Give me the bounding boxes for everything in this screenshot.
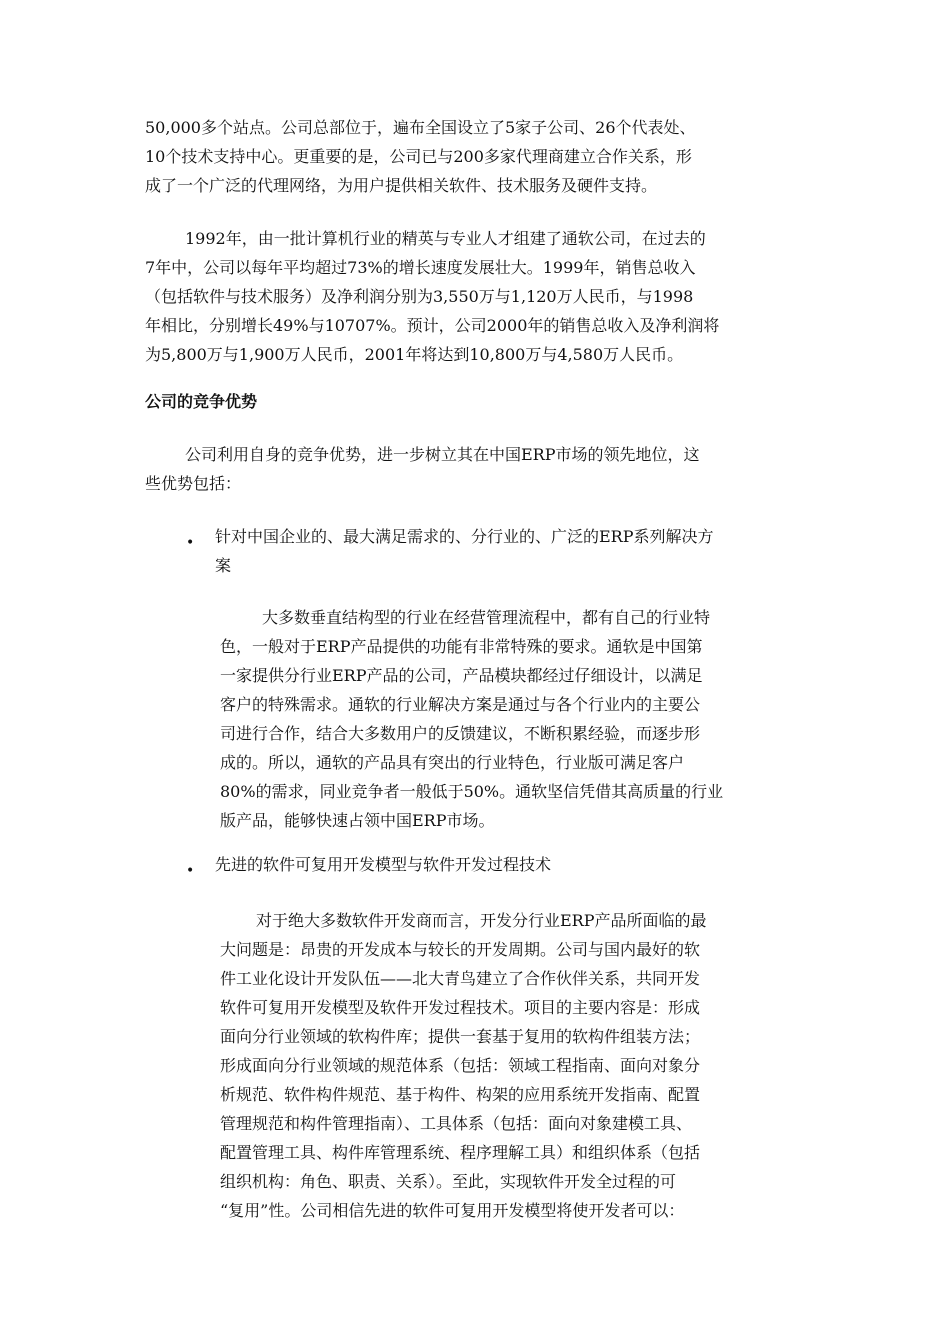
- section-heading: 公司的竞争优势: [145, 392, 258, 411]
- text-line: 1992年，由一批计算机行业的精英与专业人才组建了通软公司，在过去的: [185, 229, 706, 248]
- text-line: 面向分行业领域的软构件库；提供一套基于复用的软构件组装方法；: [220, 1027, 701, 1046]
- text-line: 些优势包括：: [145, 474, 242, 493]
- bullet-item-reuse-model: [215, 850, 551, 879]
- text-line: 50,000多个站点。公司总部位于，遍布全国设立了5家子公司、26个代表处、: [145, 118, 696, 137]
- text-line: 80%的需求，同业竞争者一般低于50%。通软坚信凭借其高质量的行业: [220, 782, 724, 801]
- text-line: 件工业化设计开发队伍——北大青鸟建立了合作伙伴关系，共同开发: [220, 969, 701, 988]
- paragraph-company-network: [145, 113, 696, 200]
- paragraph-intro: [145, 440, 700, 498]
- text-line: 司进行合作，结合大多数用户的反馈建议，不断积累经验，而逐步形: [220, 724, 701, 743]
- text-line: 7年中，公司以每年平均超过73%的增长速度发展壮大。1999年，销售总收入: [145, 258, 696, 277]
- text-line: 客户的特殊需求。通软的行业解决方案是通过与各个行业内的主要公: [220, 695, 701, 714]
- paragraph-industry-solutions: [220, 603, 723, 835]
- text-line: 针对中国企业的、最大满足需求的、分行业的、广泛的ERP系列解决方: [215, 527, 714, 546]
- text-line: 对于绝大多数软件开发商而言，开发分行业ERP产品所面临的最: [256, 911, 707, 930]
- text-line: 成了一个广泛的代理网络，为用户提供相关软件、技术服务及硬件支持。: [145, 176, 658, 195]
- text-line: 年相比，分别增长49%与10707%。预计，公司2000年的销售总收入及净利润将: [145, 316, 720, 335]
- text-line: 色，一般对于ERP产品提供的功能有非常特殊的要求。通软是中国第: [220, 637, 703, 656]
- text-line: 10个技术支持中心。更重要的是，公司已与200多家代理商建立合作关系，形: [145, 147, 692, 166]
- text-line: 软件可复用开发模型及软件开发过程技术。项目的主要内容是：形成: [220, 998, 701, 1017]
- bullet-icon: •: [186, 535, 195, 551]
- bullet-item-erp-solutions: [215, 522, 714, 580]
- text-line: 形成面向分行业领域的规范体系（包括：领域工程指南、面向对象分: [220, 1056, 701, 1075]
- paragraph-reuse-development: [220, 906, 707, 1225]
- text-line: 一家提供分行业ERP产品的公司，产品模块都经过仔细设计，以满足: [220, 666, 703, 685]
- text-line: （包括软件与技术服务）及净利润分别为3,550万与1,120万人民币，与1998: [145, 287, 694, 306]
- text-line: 成的。所以，通软的产品具有突出的行业特色，行业版可满足客户: [220, 753, 685, 772]
- text-line: 案: [215, 556, 232, 575]
- text-line: 管理规范和构件管理指南）、工具体系（包括：面向对象建模工具、: [220, 1114, 693, 1133]
- text-line: 大问题是：昂贵的开发成本与较长的开发周期。公司与国内最好的软: [220, 940, 701, 959]
- text-line: 组织机构：角色、职责、关系）。至此，实现软件开发全过程的可: [220, 1172, 677, 1191]
- text-line: 配置管理工具、构件库管理系统、程序理解工具）和组织体系（包括: [220, 1143, 701, 1162]
- text-line: 为5,800万与1,900万人民币，2001年将达到10,800万与4,580万人民币。: [145, 345, 684, 364]
- text-line: 版产品，能够快速占领中国ERP市场。: [220, 811, 495, 830]
- text-line: 先进的软件可复用开发模型与软件开发过程技术: [215, 855, 552, 874]
- bullet-icon: •: [186, 863, 195, 879]
- paragraph-company-history: [145, 224, 719, 369]
- text-line: 公司利用自身的竞争优势，进一步树立其在中国ERP市场的领先地位，这: [185, 445, 700, 464]
- text-line: “复用”性。公司相信先进的软件可复用开发模型将使开发者可以：: [220, 1201, 685, 1220]
- text-line: 大多数垂直结构型的行业在经营管理流程中，都有自己的行业特: [262, 608, 711, 627]
- text-line: 析规范、软件构件规范、基于构件、构架的应用系统开发指南、配置: [220, 1085, 701, 1104]
